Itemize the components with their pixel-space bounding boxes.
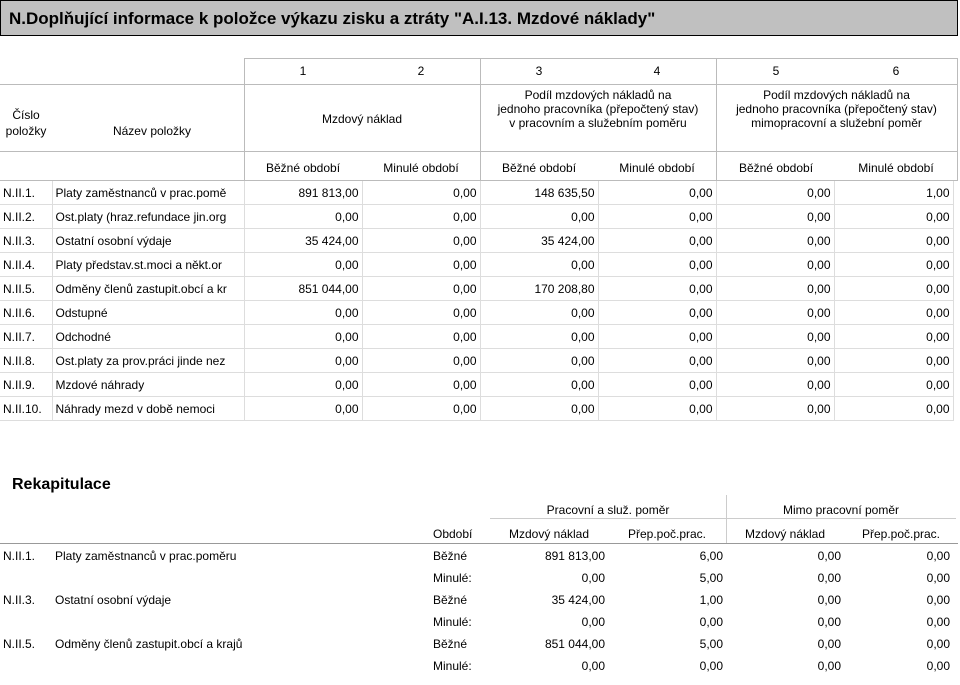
mzdovy-header: Mzdový náklad xyxy=(321,112,403,126)
rekap-value: 0,00 xyxy=(926,593,950,607)
row-value: 0,00 xyxy=(480,301,598,325)
rekap-period: Běžné xyxy=(433,593,468,607)
rekap-line xyxy=(0,543,958,544)
rekap-value: 1,00 xyxy=(699,593,723,607)
rekap-value: 5,00 xyxy=(699,637,723,651)
podil-prac-header: v pracovním a služebním poměru xyxy=(509,116,687,130)
row-code: N.II.2. xyxy=(0,205,52,229)
row-value: 0,00 xyxy=(362,181,480,205)
podil-prac-header: Podíl mzdových nákladů na xyxy=(524,88,672,102)
col-obdobi-header: Období xyxy=(433,527,473,541)
row-code: N.II.8. xyxy=(0,349,52,373)
row-value: 0,00 xyxy=(480,205,598,229)
row-name: Ostatní osobní výdaje xyxy=(52,229,244,253)
row-value: 0,00 xyxy=(362,205,480,229)
col-prep-header: Přep.poč.prac. xyxy=(627,527,707,541)
table-row xyxy=(0,349,953,373)
row-value: 0,00 xyxy=(716,253,834,277)
row-value: 0,00 xyxy=(834,349,953,373)
report-title: N.Doplňující informace k položce výkazu zisku a ztráty "A.I.13. Mzdové náklady" xyxy=(0,0,958,36)
row-value: 0,00 xyxy=(834,205,953,229)
rekap-name: Odměny členů zastupit.obcí a krajů xyxy=(55,637,243,651)
row-code: N.II.6. xyxy=(0,301,52,325)
col-number: 3 xyxy=(535,64,543,78)
rekap-value: 6,00 xyxy=(699,549,723,563)
row-value: 0,00 xyxy=(480,349,598,373)
row-value: 0,00 xyxy=(716,181,834,205)
row-value: 0,00 xyxy=(716,301,834,325)
table-row xyxy=(0,373,953,397)
rekap-period: Minulé: xyxy=(433,615,472,629)
row-value: 0,00 xyxy=(362,253,480,277)
row-value: 0,00 xyxy=(598,373,716,397)
row-value: 0,00 xyxy=(244,373,362,397)
row-value: 148 635,50 xyxy=(480,181,598,205)
table-row xyxy=(0,205,953,229)
rekap-value: 0,00 xyxy=(926,549,950,563)
rekap-period: Minulé: xyxy=(433,659,472,673)
row-value: 0,00 xyxy=(480,253,598,277)
nazev-header: Název položky xyxy=(112,124,192,138)
row-value: 1,00 xyxy=(834,181,953,205)
row-code: N.II.3. xyxy=(0,229,52,253)
table-row xyxy=(0,301,953,325)
row-name: Platy zaměstnanců v prac.pomě xyxy=(52,181,244,205)
rekap-value: 0,00 xyxy=(699,659,723,673)
rekap-value: 0,00 xyxy=(581,571,605,585)
wage-table xyxy=(0,181,954,421)
table-row xyxy=(0,253,953,277)
row-value: 851 044,00 xyxy=(244,277,362,301)
podil-mimo-header: Podíl mzdových nákladů na xyxy=(763,88,910,102)
row-value: 35 424,00 xyxy=(480,229,598,253)
rekap-row-bezne xyxy=(0,545,953,567)
rekap-period: Minulé: xyxy=(433,571,472,585)
col-mzdovy-header: Mzdový náklad xyxy=(744,527,826,541)
rekap-period: Běžné xyxy=(433,549,468,563)
col-number: 1 xyxy=(299,64,307,78)
rekap-value: 0,00 xyxy=(699,615,723,629)
row-value: 35 424,00 xyxy=(244,229,362,253)
podil-prac-header: jednoho pracovníka (přepočtený stav) xyxy=(497,102,699,116)
rekap-name: Ostatní osobní výdaje xyxy=(55,593,172,607)
row-name: Ost.platy (hraz.refundace jin.org xyxy=(52,205,244,229)
rekap-value: 0,00 xyxy=(581,615,605,629)
table-row xyxy=(0,181,953,205)
row-name: Odchodné xyxy=(52,325,244,349)
rekap-value: 0,00 xyxy=(926,637,950,651)
rekap-row-minule xyxy=(0,611,953,633)
period-header: Běžné období xyxy=(738,161,814,175)
period-header: Minulé období xyxy=(619,161,695,175)
header-line xyxy=(0,84,958,85)
group-mimo-header: Mimo pracovní poměr xyxy=(782,503,900,517)
rekap-value: 0,00 xyxy=(581,659,605,673)
row-code: N.II.10. xyxy=(0,397,52,421)
cislo-header: Číslo xyxy=(12,108,40,122)
table-row xyxy=(0,277,953,301)
row-value: 0,00 xyxy=(362,349,480,373)
row-code: N.II.4. xyxy=(0,253,52,277)
rekap-row-bezne xyxy=(0,589,953,611)
col-number: 6 xyxy=(892,64,900,78)
row-name: Náhrady mezd v době nemoci xyxy=(52,397,244,421)
row-value: 0,00 xyxy=(244,325,362,349)
col-number: 5 xyxy=(772,64,780,78)
col-mzdovy-header: Mzdový náklad xyxy=(508,527,590,541)
row-value: 0,00 xyxy=(716,349,834,373)
row-value: 0,00 xyxy=(598,325,716,349)
row-value: 0,00 xyxy=(362,325,480,349)
rekap-value: 0,00 xyxy=(926,571,950,585)
rekap-row-minule xyxy=(0,655,953,677)
row-value: 0,00 xyxy=(716,205,834,229)
rekap-period: Běžné xyxy=(433,637,468,651)
row-code: N.II.1. xyxy=(0,181,52,205)
rekap-value: 0,00 xyxy=(817,659,841,673)
row-value: 0,00 xyxy=(244,349,362,373)
row-value: 0,00 xyxy=(834,325,953,349)
row-value: 0,00 xyxy=(362,301,480,325)
rekap-value: 0,00 xyxy=(817,615,841,629)
rekap-code: N.II.1. xyxy=(3,549,36,563)
rekap-row-minule xyxy=(0,567,953,589)
col-number: 2 xyxy=(417,64,425,78)
row-value: 0,00 xyxy=(598,229,716,253)
rekap-name: Platy zaměstnanců v prac.poměru xyxy=(55,549,237,563)
row-value: 0,00 xyxy=(362,373,480,397)
rekap-value: 891 813,00 xyxy=(544,549,605,563)
rekap-value: 35 424,00 xyxy=(551,593,605,607)
row-value: 0,00 xyxy=(598,397,716,421)
podil-mimo-header: jednoho pracovníka (přepočtený stav) xyxy=(736,102,937,116)
row-code: N.II.7. xyxy=(0,325,52,349)
row-value: 0,00 xyxy=(598,301,716,325)
row-value: 0,00 xyxy=(244,205,362,229)
row-name: Odstupné xyxy=(52,301,244,325)
rekapitulace-title: Rekapitulace xyxy=(12,476,111,493)
row-value: 0,00 xyxy=(834,229,953,253)
rekap-code: N.II.5. xyxy=(3,637,36,651)
header-line xyxy=(957,58,958,181)
row-value: 0,00 xyxy=(362,397,480,421)
row-name: Odměny členů zastupit.obcí a kr xyxy=(52,277,244,301)
rekap-value: 5,00 xyxy=(699,571,723,585)
table-row xyxy=(0,397,953,421)
rekap-line xyxy=(490,518,956,519)
row-value: 0,00 xyxy=(598,277,716,301)
rekap-value: 0,00 xyxy=(817,637,841,651)
row-code: N.II.5. xyxy=(0,277,52,301)
rekap-value: 0,00 xyxy=(926,659,950,673)
period-header: Běžné období xyxy=(265,161,341,175)
row-value: 0,00 xyxy=(716,397,834,421)
row-name: Ost.platy za prov.práci jinde nez xyxy=(52,349,244,373)
rekap-value: 0,00 xyxy=(817,593,841,607)
cislo-header: položky xyxy=(5,124,47,138)
header-line xyxy=(0,151,958,152)
col-prep-header: Přep.poč.prac. xyxy=(861,527,941,541)
rekap-code: N.II.3. xyxy=(3,593,36,607)
row-value: 0,00 xyxy=(598,349,716,373)
row-value: 0,00 xyxy=(834,253,953,277)
row-name: Platy představ.st.moci a někt.or xyxy=(52,253,244,277)
col-number: 4 xyxy=(653,64,661,78)
row-value: 0,00 xyxy=(598,253,716,277)
rekap-value: 0,00 xyxy=(926,615,950,629)
period-header: Běžné období xyxy=(501,161,577,175)
row-value: 0,00 xyxy=(362,277,480,301)
row-value: 0,00 xyxy=(834,397,953,421)
row-value: 0,00 xyxy=(598,205,716,229)
row-value: 0,00 xyxy=(716,229,834,253)
row-value: 170 208,80 xyxy=(480,277,598,301)
rekap-value: 0,00 xyxy=(817,549,841,563)
row-value: 0,00 xyxy=(834,301,953,325)
row-value: 0,00 xyxy=(480,397,598,421)
row-value: 0,00 xyxy=(834,373,953,397)
row-value: 0,00 xyxy=(480,373,598,397)
row-value: 0,00 xyxy=(834,277,953,301)
row-value: 0,00 xyxy=(716,373,834,397)
period-header: Minulé období xyxy=(383,161,459,175)
row-value: 0,00 xyxy=(598,181,716,205)
rekap-row-bezne xyxy=(0,633,953,655)
row-value: 0,00 xyxy=(244,301,362,325)
rekap-table xyxy=(0,545,953,677)
row-value: 0,00 xyxy=(244,253,362,277)
row-name: Mzdové náhrady xyxy=(52,373,244,397)
row-value: 891 813,00 xyxy=(244,181,362,205)
row-value: 0,00 xyxy=(716,325,834,349)
row-value: 0,00 xyxy=(362,229,480,253)
row-value: 0,00 xyxy=(480,325,598,349)
rekap-value: 851 044,00 xyxy=(544,637,605,651)
period-header: Minulé období xyxy=(858,161,934,175)
table-row xyxy=(0,229,953,253)
group-prac-header: Pracovní a služ. poměr xyxy=(546,503,670,517)
row-code: N.II.9. xyxy=(0,373,52,397)
header-line xyxy=(244,58,958,59)
table-row xyxy=(0,325,953,349)
podil-mimo-header: mimopracovní a služební poměr xyxy=(751,116,922,130)
row-value: 0,00 xyxy=(244,397,362,421)
rekap-value: 0,00 xyxy=(817,571,841,585)
row-value: 0,00 xyxy=(716,277,834,301)
